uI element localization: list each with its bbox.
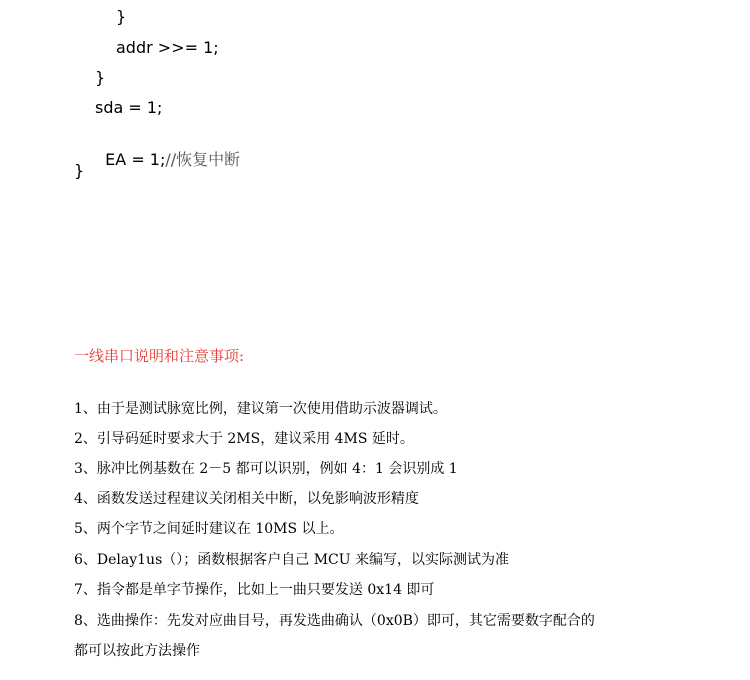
notes-heading: 一线串口说明和注意事项: <box>74 347 245 365</box>
note-item-4: 4、函数发送过程建议关闭相关中断，以免影响波形精度 <box>74 491 419 507</box>
code-line-close-brace-function: } <box>74 161 85 180</box>
note-item-3: 3、脉冲比例基数在 2－5 都可以识别，例如 4：1 会识别成 1 <box>74 461 458 477</box>
code-line-close-brace-loop: } <box>95 68 106 87</box>
code-line-ea <box>95 130 240 170</box>
note-item-8: 8、选曲操作：先发对应曲目号，再发选曲确认（0x0B）即可，其它需要数字配合的 <box>74 613 595 629</box>
code-line-close-brace-inner: } <box>116 7 127 26</box>
note-item-7: 7、指令都是单字节操作，比如上一曲只要发送 0x14 即可 <box>74 582 435 598</box>
note-item-1: 1、由于是测试脉宽比例，建议第一次使用借助示波器调试。 <box>74 401 447 417</box>
code-ea-comment: //恢复中断 <box>165 150 241 169</box>
code-line-sda: sda = 1; <box>95 98 163 117</box>
note-item-6: 6、Delay1us（）；函数根据客户自己 MCU 来编写，以实际测试为准 <box>74 552 510 568</box>
note-item-8-continued: 都可以按此方法操作 <box>74 643 200 659</box>
code-line-addr-shift: addr >>= 1; <box>116 38 219 57</box>
code-ea-statement: EA = 1; <box>105 150 166 169</box>
note-item-2: 2、引导码延时要求大于 2MS，建议采用 4MS 延时。 <box>74 431 414 447</box>
note-item-5: 5、两个字节之间延时建议在 10MS 以上。 <box>74 521 344 537</box>
